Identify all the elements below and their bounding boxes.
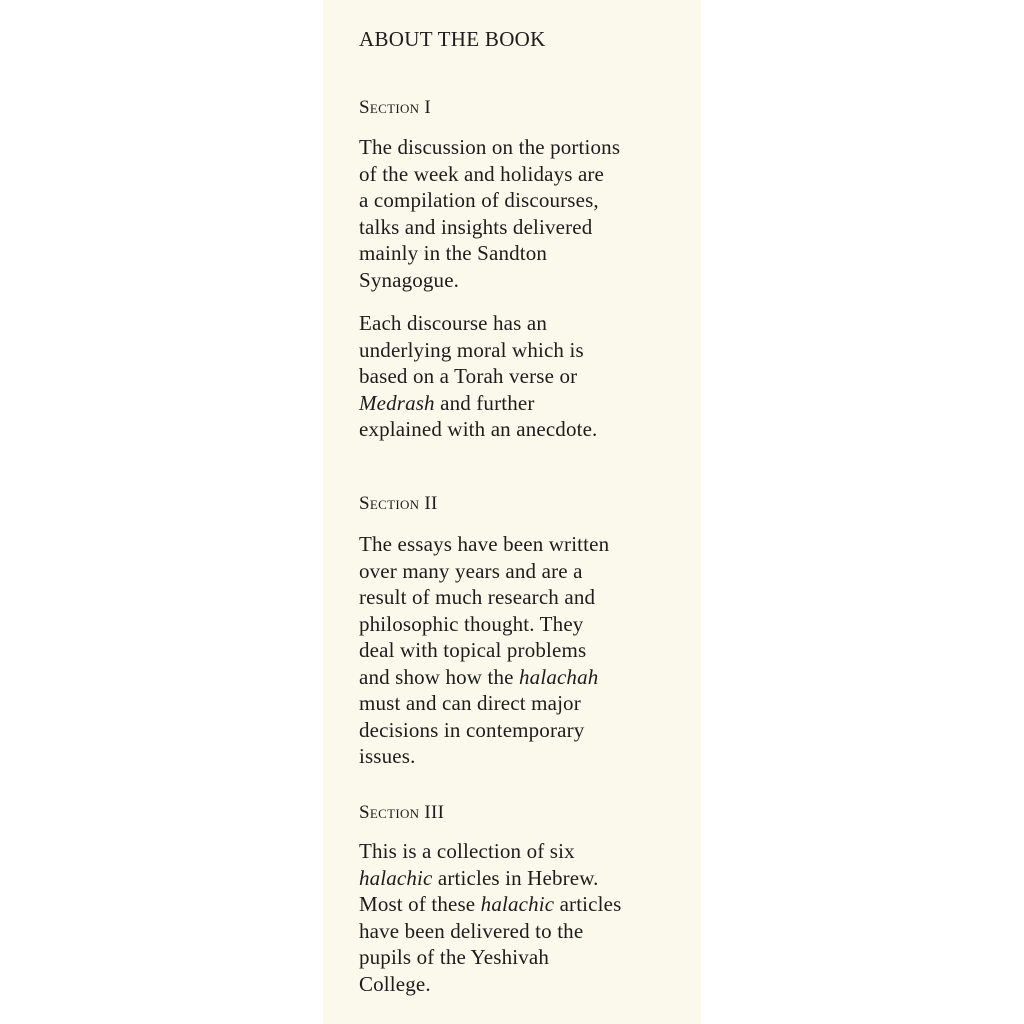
- text-run: explained with an anecdote.: [359, 417, 598, 441]
- italic-term: halachah: [519, 664, 599, 689]
- text-run: College.: [359, 971, 431, 996]
- text-run: underlying moral which is: [359, 337, 584, 362]
- text-run: Each discourse has an: [359, 311, 547, 335]
- text-line: [359, 337, 597, 364]
- text-run: must and can direct major: [359, 691, 581, 715]
- text-run: decisions in contemporary: [359, 717, 585, 742]
- text-line: [359, 944, 621, 971]
- text-line: [359, 891, 621, 918]
- text-line: [359, 690, 609, 717]
- text-line: [359, 267, 620, 294]
- section-2-heading: Section II: [359, 493, 438, 514]
- section-3-paragraph-1: [359, 838, 621, 997]
- text-line: [359, 187, 620, 214]
- text-run: result of much research and: [359, 585, 596, 609]
- text-line: [359, 240, 620, 267]
- text-run: articles: [554, 892, 622, 916]
- text-run: based on a Torah verse or: [359, 364, 578, 388]
- text-run: and further: [434, 390, 535, 415]
- text-line: [359, 161, 620, 188]
- text-line: [359, 971, 621, 998]
- book-flap-page: [323, 0, 701, 1024]
- text-line: [359, 416, 597, 443]
- text-line: [359, 717, 609, 744]
- section-3-heading: Section III: [359, 802, 445, 823]
- section-2-paragraph-1: [359, 531, 609, 770]
- page-title: ABOUT THE BOOK: [359, 27, 546, 51]
- text-run: of the week and holidays are: [359, 161, 605, 186]
- section-1-paragraph-1: [359, 134, 620, 293]
- text-run: and show how the: [359, 664, 520, 689]
- text-run: have been delivered to the: [359, 918, 584, 943]
- text-run: over many years and are a: [359, 558, 583, 583]
- text-line: [359, 637, 609, 664]
- text-line: [359, 584, 609, 611]
- text-line: [359, 363, 597, 390]
- text-run: This is a collection of six: [359, 839, 575, 863]
- section-1-paragraph-2: [359, 310, 597, 443]
- text-run: Synagogue.: [359, 267, 460, 292]
- text-line: [359, 134, 620, 161]
- text-run: philosophic thought. They: [359, 611, 584, 636]
- text-run: issues.: [359, 744, 416, 768]
- section-1-heading: Section I: [359, 97, 432, 118]
- text-line: [359, 838, 621, 865]
- text-line: [359, 865, 621, 892]
- text-run: pupils of the Yeshivah: [359, 945, 549, 969]
- italic-term: Medrash: [359, 390, 435, 415]
- text-run: articles in Hebrew.: [432, 865, 599, 890]
- text-run: talks and insights delivered: [359, 214, 593, 239]
- text-line: [359, 918, 621, 945]
- text-line: [359, 611, 609, 638]
- text-run: The essays have been written: [359, 532, 610, 556]
- text-line: [359, 390, 597, 417]
- text-run: The discussion on the portions: [359, 135, 621, 159]
- text-run: Most of these: [359, 892, 481, 916]
- text-run: deal with topical problems: [359, 638, 587, 662]
- text-run: mainly in the Sandton: [359, 241, 548, 265]
- text-line: [359, 558, 609, 585]
- text-line: [359, 214, 620, 241]
- text-line: [359, 664, 609, 691]
- italic-term: halachic: [480, 892, 555, 916]
- text-run: a compilation of discourses,: [359, 188, 599, 212]
- text-line: [359, 531, 609, 558]
- text-line: [359, 310, 597, 337]
- italic-term: halachic: [359, 865, 433, 890]
- text-line: [359, 743, 609, 770]
